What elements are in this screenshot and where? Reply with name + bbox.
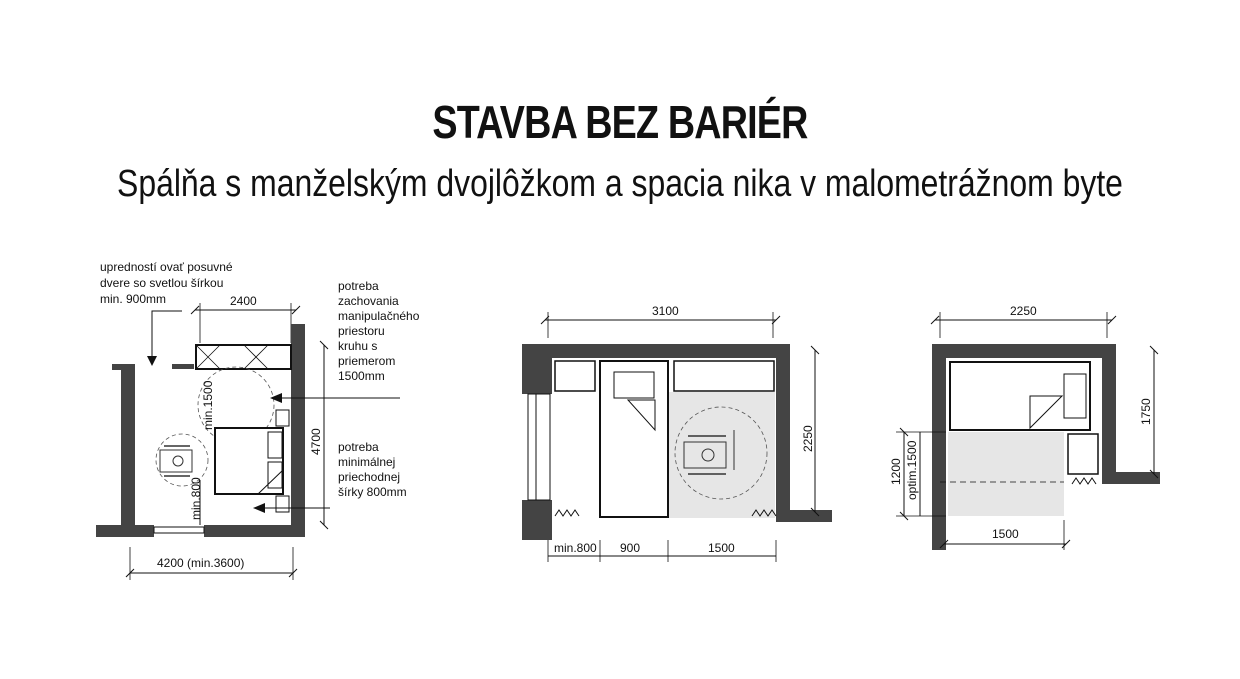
plan-sleeping-niche: [889, 304, 1160, 550]
dim-bottom-label-3: 1500: [708, 541, 735, 555]
pillow-bottom: [268, 462, 282, 488]
circle-label: min.1500: [201, 380, 215, 430]
nightstand-top: [276, 410, 289, 426]
dim-top-label: 2400: [230, 294, 257, 308]
page-title: STAVBA BEZ BARIÉR: [432, 96, 808, 148]
dim-top-label: 2250: [1010, 304, 1037, 318]
door-top-opening: [172, 364, 194, 369]
bottom-door: [154, 527, 204, 533]
passage-note-line-2: minimálnej: [338, 455, 396, 469]
dim-right-label: 2250: [801, 425, 815, 452]
passage-note-line-3: priechodnej: [338, 470, 401, 484]
circle-note-line-2: zachovania: [338, 294, 399, 308]
wall-right: [291, 324, 305, 534]
wall-top: [522, 344, 790, 358]
wall-bottom-left: [96, 525, 154, 537]
wardrobe: [196, 345, 291, 369]
wall-left: [932, 344, 946, 550]
door-note-line-1: upredností ovať posuvné: [100, 260, 233, 274]
circle-note-line-5: kruhu s: [338, 339, 378, 353]
door-leader-arrow: [147, 356, 157, 366]
wall-left: [121, 364, 135, 534]
door-note-line-2: dvere so svetlou šírkou: [100, 276, 224, 290]
wall-right: [1102, 344, 1116, 474]
wall-right: [776, 344, 790, 520]
circle-note-line-6: priemerom: [338, 354, 396, 368]
wall-left-top: [522, 344, 552, 394]
wall-right-foot: [1102, 472, 1160, 484]
circle-arrow: [270, 393, 282, 403]
dim-bottom-label-2: 900: [620, 541, 641, 555]
passage-arrow: [253, 503, 265, 513]
window: [528, 394, 550, 500]
circle-note-line-4: priestoru: [338, 324, 385, 338]
wall-right-foot: [776, 510, 832, 522]
door-note-line-3: min. 900mm: [100, 292, 167, 306]
passage-note-line-1: potreba: [338, 440, 379, 454]
nightstand: [1068, 434, 1098, 474]
wall-top: [932, 344, 1116, 358]
nightstand-bottom: [276, 496, 289, 512]
wall-left-top-ledge: [112, 364, 135, 370]
dim-bottom-label: 4200 (min.3600): [157, 556, 245, 570]
dim-right-label: 4700: [309, 428, 323, 455]
passage-note-line-4: šírky 800mm: [338, 485, 407, 499]
circle-note-line-3: manipulačného: [338, 309, 420, 323]
dim-bottom-label: 1500: [992, 527, 1019, 541]
wheelchair-area: [948, 432, 1064, 516]
wardrobe-right: [674, 361, 774, 391]
dim-left-label-1: 1200: [889, 458, 903, 485]
plan-bedroom-separate-beds: [522, 304, 832, 562]
passage-label: min.800: [189, 477, 203, 520]
wall-left-bottom: [522, 500, 552, 540]
plan-bedroom-double-bed: [96, 260, 420, 580]
dim-bottom-label-1: min.800: [554, 541, 597, 555]
floor-edge: [1072, 478, 1096, 484]
dim-top-label: 3100: [652, 304, 679, 318]
wardrobe-left: [555, 361, 595, 391]
floor-edge-left: [555, 510, 579, 516]
page-subtitle: Spálňa s manželským dvojlôžkom a spacia nika v malometrážnom byte: [117, 163, 1123, 205]
pillow: [614, 372, 654, 398]
door-leader-line: [152, 311, 182, 358]
circle-note-line-7: 1500mm: [338, 369, 385, 383]
pillow: [1064, 374, 1086, 418]
circle-note-line-1: potreba: [338, 279, 379, 293]
dim-right-label: 1750: [1139, 398, 1153, 425]
wall-bottom-right: [204, 525, 305, 537]
pillow-top: [268, 432, 282, 458]
dim-left-label-2: optim.1500: [905, 440, 919, 500]
